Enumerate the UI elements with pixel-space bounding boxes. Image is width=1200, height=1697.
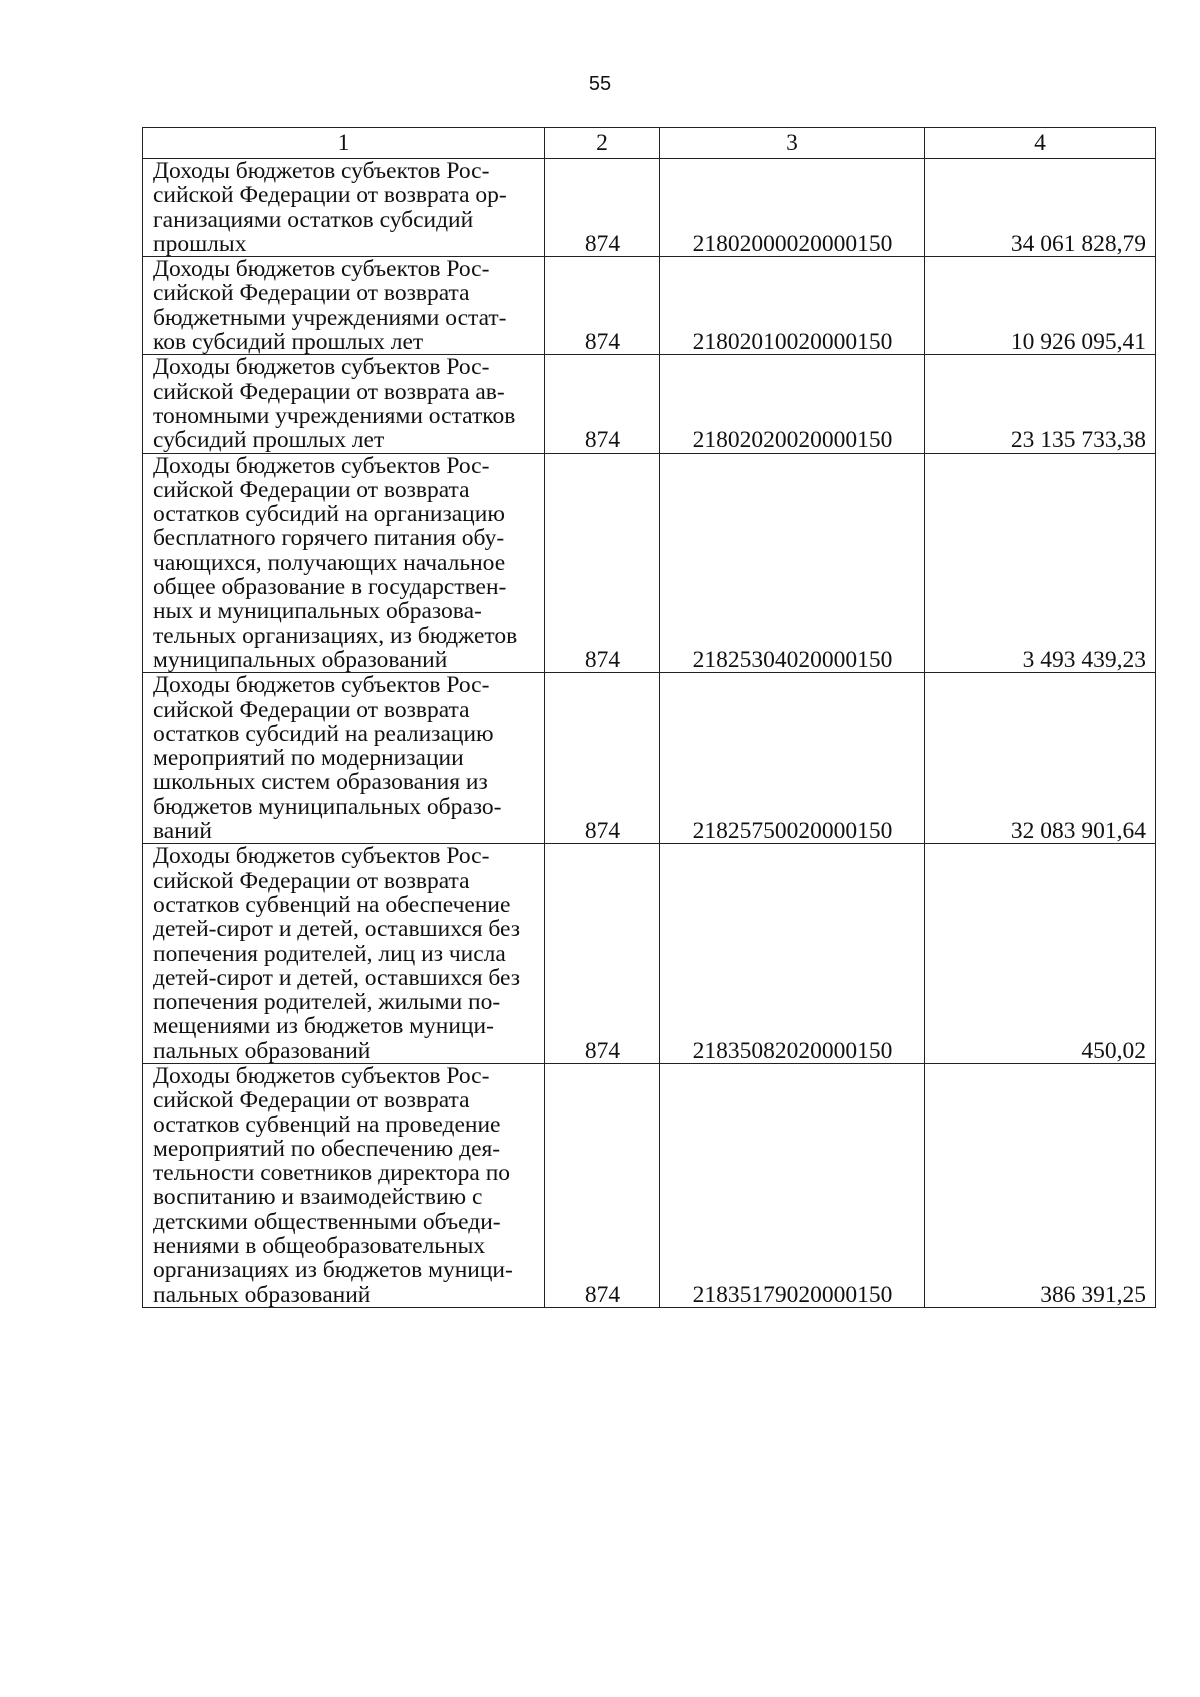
description-line: мещениями из бюджетов муници- (153, 1013, 494, 1040)
administrator-code: 874 (545, 1063, 660, 1307)
description-line: ных и муниципальных образова- (153, 598, 482, 625)
revenue-description (143, 159, 545, 257)
description-line: ков субсидий прошлых лет (153, 329, 424, 356)
description-line: школьных систем образования из (153, 769, 488, 796)
amount-value: 23 135 733,38 (925, 355, 1156, 453)
budget-revenue-table (142, 127, 1156, 1308)
column-header-1: 1 (143, 128, 545, 159)
description-line: тономными учреждениями остатков (153, 402, 516, 429)
description-line: организациях из бюджетов муници- (153, 1257, 513, 1284)
description-line: детскими общественными объеди- (153, 1208, 501, 1235)
administrator-code: 874 (545, 159, 660, 257)
administrator-code: 874 (545, 453, 660, 673)
table-row (143, 673, 1156, 844)
description-line: нениями в общеобразовательных (153, 1233, 486, 1260)
column-header-3: 3 (660, 128, 925, 159)
description-line: сийской Федерации от возврата (153, 1087, 470, 1114)
description-line: ганизациями остатков субсидий (153, 206, 474, 233)
description-line: детей-сирот и детей, оставшихся без (153, 964, 521, 991)
description-line: тельных организациях, из бюджетов (153, 622, 518, 649)
amount-value: 450,02 (925, 844, 1156, 1064)
table-row (143, 453, 1156, 673)
description-line: бюджетов муниципальных образо- (153, 793, 502, 820)
description-line: остатков субвенций на проведение (153, 1111, 501, 1138)
budget-classification-code: 21825750020000150 (660, 673, 925, 844)
description-line: сийской Федерации от возврата (153, 476, 470, 503)
description-line: Доходы бюджетов субъектов Рос- (153, 452, 490, 479)
table-row (143, 159, 1156, 257)
description-line: пальных образований (153, 1037, 371, 1064)
amount-value: 34 061 828,79 (925, 159, 1156, 257)
description-line: тельности советников директора по (153, 1160, 511, 1187)
table-row (143, 1063, 1156, 1307)
amount-value: 32 083 901,64 (925, 673, 1156, 844)
administrator-code: 874 (545, 257, 660, 355)
table-header-row (143, 128, 1156, 159)
revenue-description (143, 673, 545, 844)
budget-classification-code: 21802010020000150 (660, 257, 925, 355)
description-line: остатков субсидий на реализацию (153, 720, 494, 747)
budget-classification-code: 21835082020000150 (660, 844, 925, 1064)
table-row (143, 355, 1156, 453)
budget-classification-code: 21802020020000150 (660, 355, 925, 453)
description-line: Доходы бюджетов субъектов Рос- (153, 158, 490, 184)
description-line: сийской Федерации от возврата ав- (153, 378, 505, 405)
description-line: сийской Федерации от возврата (153, 280, 470, 307)
description-line: Доходы бюджетов субъектов Рос- (153, 256, 490, 283)
description-line: воспитанию и взаимодействию с (153, 1184, 483, 1211)
revenue-description (143, 355, 545, 453)
description-line: пальных образований (153, 1281, 371, 1308)
description-line: прошлых (153, 230, 247, 257)
administrator-code: 874 (545, 355, 660, 453)
description-line: сийской Федерации от возврата (153, 867, 470, 894)
revenue-description (143, 844, 545, 1064)
description-line: мероприятий по обеспечению дея- (153, 1135, 501, 1162)
description-line: сийской Федерации от возврата (153, 696, 470, 723)
description-line: Доходы бюджетов субъектов Рос- (153, 672, 490, 699)
description-line: мероприятий по модернизации (153, 745, 464, 772)
description-line: общее образование в государствен- (153, 574, 507, 601)
administrator-code: 874 (545, 844, 660, 1064)
amount-value: 10 926 095,41 (925, 257, 1156, 355)
table-body (143, 159, 1156, 1308)
revenue-description (143, 1063, 545, 1307)
description-line: муниципальных образований (153, 646, 448, 673)
description-line: Доходы бюджетов субъектов Рос- (153, 843, 490, 870)
description-line: Доходы бюджетов субъектов Рос- (153, 1062, 490, 1089)
description-line: ваний (153, 818, 212, 845)
table-row (143, 257, 1156, 355)
description-line: бюджетными учреждениями остат- (153, 304, 507, 331)
column-header-4: 4 (925, 128, 1156, 159)
budget-classification-code: 21825304020000150 (660, 453, 925, 673)
description-line: Доходы бюджетов субъектов Рос- (153, 354, 490, 381)
description-line: субсидий прошлых лет (153, 427, 385, 454)
revenue-description (143, 453, 545, 673)
budget-classification-code: 21835179020000150 (660, 1063, 925, 1307)
description-line: бесплатного горячего питания обу- (153, 525, 505, 552)
description-line: остатков субвенций на обеспечение (153, 891, 511, 918)
description-line: детей-сирот и детей, оставшихся без (153, 916, 521, 943)
description-line: чающихся, получающих начальное (153, 549, 506, 576)
amount-value: 386 391,25 (925, 1063, 1156, 1307)
description-line: сийской Федерации от возврата ор- (153, 182, 507, 209)
table-row (143, 844, 1156, 1064)
administrator-code: 874 (545, 673, 660, 844)
amount-value: 3 493 439,23 (925, 453, 1156, 673)
revenue-description (143, 257, 545, 355)
description-line: остатков субсидий на организацию (153, 501, 505, 528)
page-number: 55 (588, 73, 612, 95)
column-header-2: 2 (545, 128, 660, 159)
description-line: попечения родителей, лиц из числа (153, 940, 506, 967)
budget-classification-code: 21802000020000150 (660, 159, 925, 257)
description-line: попечения родителей, жилыми по- (153, 989, 501, 1016)
